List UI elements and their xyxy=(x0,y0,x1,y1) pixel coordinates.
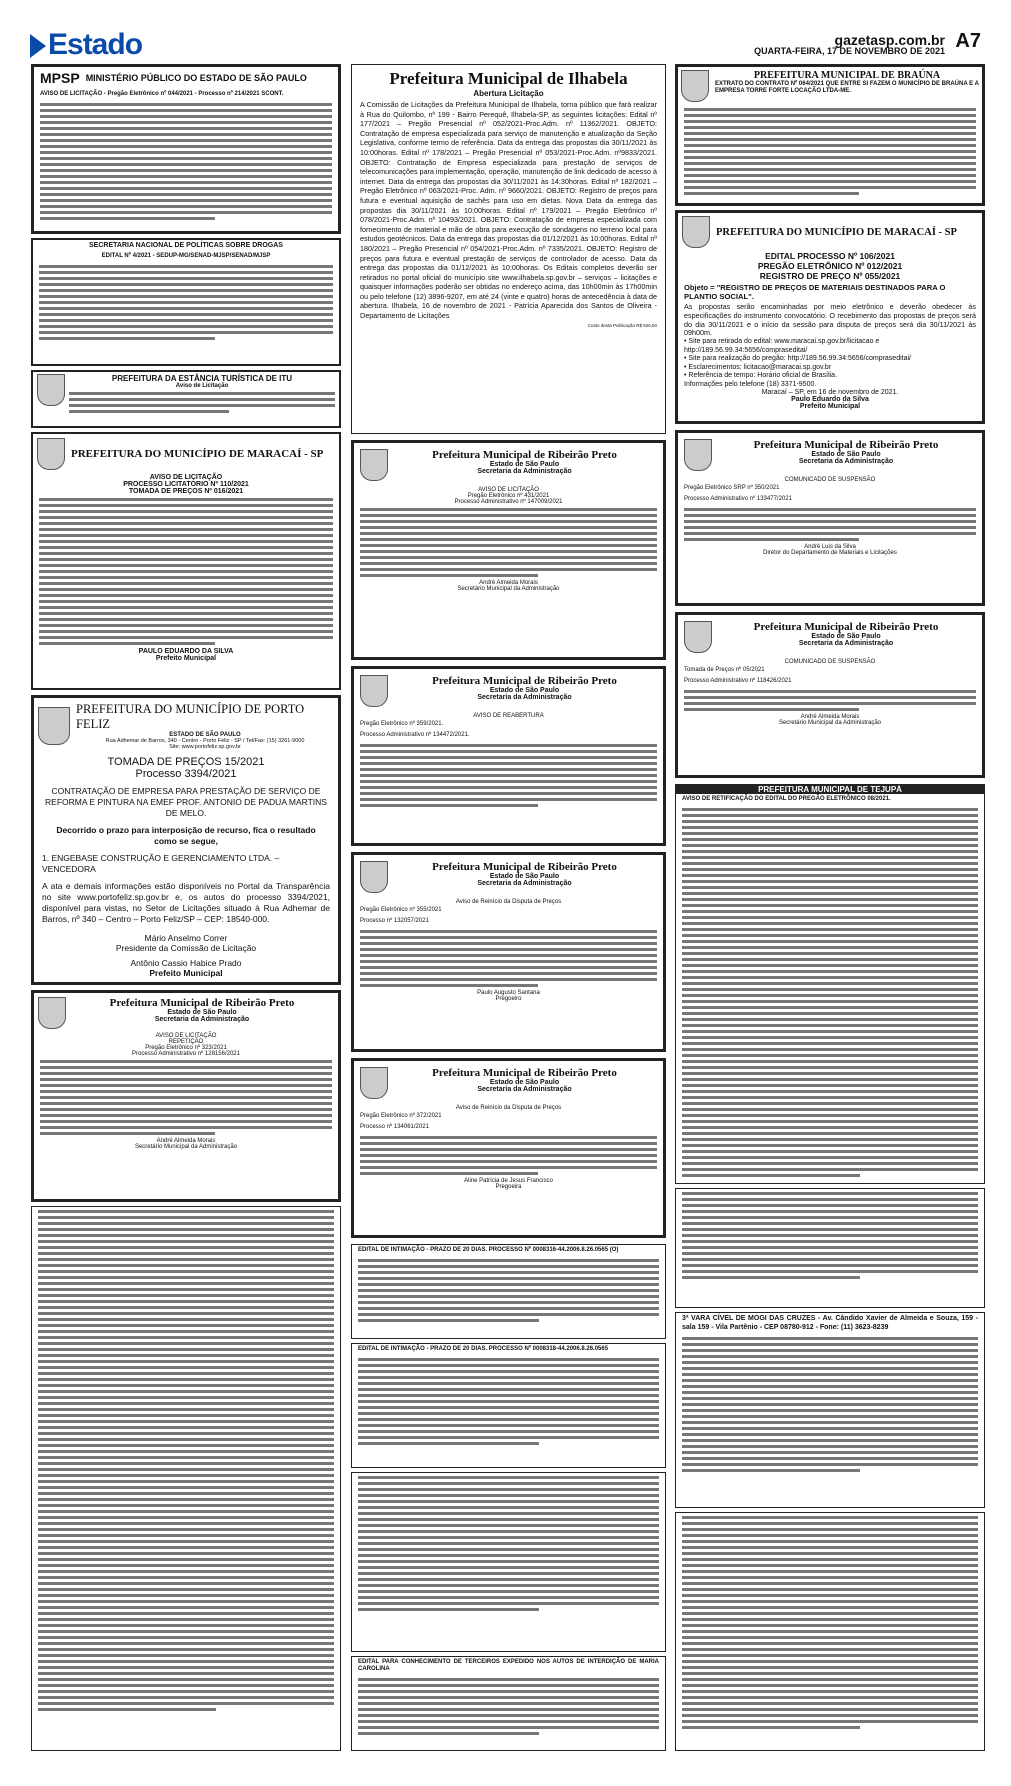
notice-dept: Secretaria da Administração xyxy=(477,1086,572,1093)
notice-lead: 3ª VARA CÍVEL DE MOGI DAS CRUZES - Av. Cândido Xavier de Almeida e Souza, 159 - sala 159 - Vila Partênio - CEP 08780-912 - Fone: (11) 3623-8239 xyxy=(682,1315,978,1331)
notice-tejupa xyxy=(675,784,985,1184)
notice-l2: Processo nº 132057/2021 xyxy=(360,918,429,924)
notice-b3: • Esclarecimentos: licitacao@maracai.sp.gov.br xyxy=(684,363,832,371)
notice-body xyxy=(352,1259,665,1322)
notice-body xyxy=(678,108,982,195)
notice-l2: Processo Administrativo nº 133477/2021 xyxy=(684,496,792,502)
notice-dept: Secretaria da Administração xyxy=(798,458,894,465)
notice-ilhabela xyxy=(351,64,666,434)
ribeirao-crest-icon xyxy=(360,861,388,893)
notice-kind2: REPETIÇÃO xyxy=(168,1039,204,1045)
itu-crest-icon xyxy=(37,374,65,406)
notice-kind: AVISO DE LICITAÇÃO xyxy=(155,1033,217,1039)
notice-dept: Secretaria da Administração xyxy=(154,1016,250,1023)
signer-role: Prefeito Municipal xyxy=(799,403,861,411)
notice-body xyxy=(678,508,982,541)
notice-l1: Pregão Eletrônico nº 359/2021. xyxy=(360,721,444,727)
notice-body xyxy=(34,103,338,220)
signer1-role: Presidente da Comissão de Licitação xyxy=(115,943,257,953)
signer-role: Secretário Municipal da Administração xyxy=(134,1144,238,1150)
notice-cost: Custo desta Publicação R$ 526,50 xyxy=(587,322,657,328)
notice-lead: AVISO DE LICITAÇÃO - Pregão Eletrônico nº 044/2021 - Processo nº 214/2021 SCONT. xyxy=(40,91,284,97)
notice-l2: Processo nº 134061/2021 xyxy=(360,1124,429,1130)
notice-state: Estado de São Paulo xyxy=(489,873,560,880)
notice-ribeirao-6 xyxy=(675,430,985,606)
notice-itu xyxy=(31,370,341,428)
notice-title: SECRETARIA NACIONAL DE POLÍTICAS SOBRE DROGAS xyxy=(89,242,283,249)
notice-title: PREFEITURA MUNICIPAL DE TEJUPÁ xyxy=(676,785,984,794)
notice-lead: EXTRATO DO CONTRATO Nº 064/2021 QUE ENTRE SI FAZEM O MUNICÍPIO DE BRAÚNA E A EMPRESA TORRE FORTE LOCAÇÃO LTDA-ME. xyxy=(715,81,979,94)
notice-lead: EDITAL PARA CONHECIMENTO DE TERCEIROS EXPEDIDO NOS AUTOS DE INTERDIÇÃO DE MARIA CAROLINA xyxy=(358,1659,659,1672)
notice-lead: AVISO DE RETIFICAÇÃO DO EDITAL DO PREGÃO ELETRÔNICO 08/2021. xyxy=(682,796,891,802)
ribeirao-crest-icon xyxy=(684,621,712,653)
legal-notice-bottom xyxy=(351,1656,666,1751)
signer-name: André Almeida Morais xyxy=(479,580,538,586)
signer-name: Paulo Eduardo da Silva xyxy=(791,396,869,404)
notice-title: PREFEITURA DO MUNICÍPIO DE MARACAÍ - SP xyxy=(71,448,324,460)
notice-lead: EDITAL DE INTIMAÇÃO - PRAZO DE 20 DIAS. PROCESSO Nº 0008316-44.2006.8.26.0565 (O) xyxy=(358,1247,619,1253)
notice-title: PREFEITURA DO MUNICÍPIO DE MARACAÍ - SP xyxy=(716,226,957,238)
notice-state: Estado de São Paulo xyxy=(167,1009,237,1016)
notice-porto-feliz xyxy=(31,695,341,985)
notice-kind: COMUNICADO DE SUSPENSÃO xyxy=(784,659,876,665)
notice-maracai-2 xyxy=(675,210,985,424)
legal-notices-col3b xyxy=(675,1512,985,1751)
signer-role: Pregoeira xyxy=(495,1184,522,1190)
notice-l1: Pregão Eletrônico nº 372/2021 xyxy=(360,1113,442,1119)
notice-sub: Aviso de Licitação xyxy=(175,383,229,389)
notice-body xyxy=(33,498,339,645)
ribeirao-crest-icon xyxy=(684,439,712,471)
notice-body xyxy=(34,1060,338,1135)
notice-site: Site: www.portofeliz.sp.gov.br xyxy=(169,744,241,750)
signer-role: Secretário Municipal da Administração xyxy=(778,720,882,726)
notice-l1: Pregão Eletrônico nº 431/2021 xyxy=(467,493,550,499)
notice-state: Estado de São Paulo xyxy=(811,633,881,640)
notice-object: CONTRATAÇÃO DE EMPRESA PARA PRESTAÇÃO DE SERVIÇO DE REFORMA E PINTURA NA EMEF PROF. ANTONIO DE PADUA MARTINS DE MELO. xyxy=(45,786,327,818)
signer-name: Aline Patrícia de Jesus Francisco xyxy=(464,1178,553,1184)
notice-l3: TOMADA DE PREÇOS Nº 016/2021 xyxy=(128,488,244,495)
porto-feliz-crest-icon xyxy=(38,707,70,745)
ribeirao-crest-icon xyxy=(360,449,388,481)
notice-title: PREFEITURA DA ESTÂNCIA TURÍSTICA DE ITU xyxy=(111,374,293,383)
legal-notice-mid xyxy=(351,1343,666,1468)
notice-body xyxy=(678,690,982,711)
legal-notices-col3a xyxy=(675,1188,985,1308)
signer-role: Prefeito Municipal xyxy=(155,655,217,662)
notice-dept: Secretaria da Administração xyxy=(477,694,572,701)
issue-date: QUARTA-FEIRA, 17 DE NOVEMBRO DE 2021 xyxy=(754,46,945,56)
notice-kind: COMUNICADO DE SUSPENSÃO xyxy=(784,477,876,483)
notice-ribeirao-2 xyxy=(351,666,666,846)
notice-b1: • Site para retirada do edital: www.maracai.sp.gov.br/licitacao e http://189.56.99.34:5656/compraseditai/ xyxy=(684,338,880,354)
notice-senad xyxy=(31,238,341,366)
signer2-name: Antônio Cassio Habice Prado xyxy=(130,958,242,968)
notice-state: Estado de São Paulo xyxy=(489,461,560,468)
mpsp-logo: MPSP xyxy=(40,70,80,86)
legal-notice-top xyxy=(351,1244,666,1339)
notice-l2: Processo Administrativo nº 147009/2021 xyxy=(454,499,563,505)
notice-l2: Processo Administrativo nº 128156/2021 xyxy=(132,1051,240,1057)
notice-body xyxy=(352,1476,665,1611)
notice-title: PREFEITURA MUNICIPAL DE BRAÚNA xyxy=(753,70,941,81)
notice-dept: Secretaria da Administração xyxy=(477,468,572,475)
notice-body xyxy=(352,1678,665,1735)
signer-name: André Luis da Silva xyxy=(804,544,856,550)
ribeirao-crest-icon xyxy=(38,997,66,1029)
notice-ribeirao-1 xyxy=(351,440,666,660)
notice-body xyxy=(354,744,663,807)
notice-object: Objeto = "REGISTRO DE PREÇOS DE MATERIAIS DESTINADOS PARA O PLANTIO SOCIAL". xyxy=(684,283,946,301)
notice-body xyxy=(352,1358,665,1445)
logo-arrow-icon xyxy=(30,34,46,58)
notice-proc: Processo 3394/2021 xyxy=(135,768,237,780)
notice-l2: Processo Administrativo nº 118426/2021 xyxy=(684,678,792,684)
ribeirao-crest-icon xyxy=(360,675,388,707)
legal-notices-col1 xyxy=(31,1206,341,1751)
site-url: gazetasp.com.br xyxy=(834,32,945,48)
notice-tp: TOMADA DE PREÇOS 15/2021 xyxy=(107,756,265,768)
signer1-name: Mário Anselmo Correr xyxy=(144,933,228,943)
signer-role: Diretor do Departamento de Materiais e Licitações xyxy=(763,550,897,556)
notice-sub: Abertura Licitação xyxy=(473,89,544,98)
notice-title: Prefeitura Municipal de Ribeirão Preto xyxy=(432,675,617,687)
notice-l1: Pregão Eletrônico SRP nº 350/2021 xyxy=(684,485,780,491)
signer-role: Secretário Municipal da Administração xyxy=(457,586,560,592)
notice-l3: REGISTRO DE PREÇO Nº 055/2021 xyxy=(759,271,901,281)
notice-title: MINISTÉRIO PÚBLICO DO ESTADO DE SÃO PAULO xyxy=(85,73,307,83)
notice-title: Prefeitura Municipal de Ribeirão Preto xyxy=(432,1067,617,1079)
notice-body xyxy=(676,1192,984,1279)
notice-state: Estado de São Paulo xyxy=(489,687,560,694)
notice-brauna xyxy=(675,64,985,206)
notice-kind: AVISO DE REABERTURA xyxy=(473,713,544,719)
signer-name: PAULO EDUARDO DA SILVA xyxy=(138,648,234,655)
notice-l1: EDITAL PROCESSO Nº 106/2021 xyxy=(765,251,895,261)
maracai-crest-icon xyxy=(682,216,710,248)
logo-text: Estado xyxy=(48,28,143,61)
notice-maracai-1 xyxy=(31,432,341,690)
maracai-crest-icon xyxy=(37,438,65,470)
notice-l1: AVISO DE LICITAÇÃO xyxy=(149,474,223,481)
notice-l1: Tomada de Preços nº 05/2021 xyxy=(684,667,765,673)
notice-decision: Decorrido o prazo para interposição de recurso, fica o resultado como se segue, xyxy=(56,825,316,846)
notice-kind: Aviso de Reinício da Disputa de Preços xyxy=(455,1105,562,1111)
notice-l2: PROCESSO LICITATÓRIO Nº 110/2021 xyxy=(123,481,249,488)
notice-info: A ata e demais informações estão disponíveis no Portal da Transparência no site www.portofeliz.sp.gov.br e, os autos do processo 3394/2021, disponível para vistas, no Setor de Licitações situado à Rua Adhemar de Barros, nº 340 – Centro – Porto Feliz/SP – CEP: 18540-000. xyxy=(42,881,330,924)
notice-b2: • Site para realização do pregão: http://189.56.99.34:5656/compraseditai/ xyxy=(684,355,911,363)
notice-l2: Processo Administrativo nº 134472/2021. xyxy=(360,732,470,738)
signer-name: André Almeida Morais xyxy=(800,714,860,720)
notice-body: A Comissão de Licitações da Prefeitura Municipal de Ilhabela, torna público que fará realizar à Rua do Quilombo, nº 199 - Bairro Perequê, Ilhabela-SP, as seguintes licitações: Edital nº 177/2021 – Pregão Presencial nº 052/2021-Proc.Adm. nº 11362/2021. OBJETO: Contratação de empresa especializada para serviço de manutenção e atualização da Seção Legislativa, conforme termo de referência. Data da entrega das propostas dia 30/11/2021 às 10:00horas. Edital nº 178/2021 – Pregão Presencial nº 053/2021-Proc.Adm. nº9833/2021. OBJETO: Contratação de Empresa especializada para prestação de serviços de telecomunicações para implementação, operação, manutenção de link dedicado de acesso à internet. Data da entrega das propostas dia 30/11/2021 às 14:30horas. Edital nº 182/2021 – Pregão Eletrônico nº 063/2021-Proc. Adm. nº 9660/2021. OBJETO: Registro de preços para futura e eventual aquisição de sachês para uso em dietas. Nova Data da entrega das propostas dia 30/11/2021 às 10:00horas. Edital nº 179/2021 – Pregão Eletrônico nº 078/2021-Proc.Adm. nº 10493/2021. OBJETO: Contratação de empresa especializada com fornecimento de material e mão de obra para execução de sondagens no terreno local para estudos geotécnicos. Data da entrega das propostas dia 01/12/2021 às 10:00horas. Edital nº 180/2021 – Pregão Presencial nº 054/2021-Proc.Adm. nº 7335/2021. OBJETO: Registro de preços para futura e eventual prestação de serviços de controlador de acesso. Data da entrega das propostas dia 01/12/2021 às 10:00horas. Os Editais completos deverão ser retirados no portal oficial do município site www.ilhabela.sp.gov.br – serviços – licitações e quaisquer informações poderão ser obtidas no endereço acima, das 10h00min às 17h00min ou pelo telefone (12) 3896-9207, em até 24 (vinte e quatro) horas de antecedência à data de abertura. Ilhabela, 16 de novembro de 2021 - Patrícia Aparecida dos Santos de Oliveira - Departamento de Licitações xyxy=(360,100,657,321)
notice-b5: Informações pelo telefone (18) 3371-9500. xyxy=(684,380,817,388)
notice-body xyxy=(33,265,339,340)
notice-dept: Secretaria da Administração xyxy=(477,880,572,887)
brauna-crest-icon xyxy=(681,70,709,102)
notice-body: As propostas serão encaminhadas por meio eletrônico e deverão obedecer às especificações do instrumento convocatório. O recebimento das propostas de preços será do dia 30/11/2021 e o início da sessão para disputa de preços será dia 30/11/2021 às 09h00m. xyxy=(684,302,976,338)
notice-title: Prefeitura Municipal de Ilhabela xyxy=(389,69,628,88)
notice-state: Estado de São Paulo xyxy=(811,451,881,458)
notice-ribeirao-4 xyxy=(351,1058,666,1238)
notice-state: ESTADO DE SÃO PAULO xyxy=(169,732,241,738)
notice-l1: Pregão Eletrônico nº 355/2021 xyxy=(360,907,442,913)
notice-ribeirao-5 xyxy=(31,990,341,1202)
notice-address: Rua Adhemar de Barros, 340 - Centro - Porto Feliz - SP / Tel/Fax: (15) 3261-9000 xyxy=(105,738,305,744)
notice-body xyxy=(32,1210,340,1711)
notice-mpsp xyxy=(31,64,341,234)
notice-body xyxy=(676,1337,984,1472)
newspaper-logo xyxy=(30,28,142,62)
notice-kind: Aviso de Reinício da Disputa de Preços xyxy=(455,899,562,905)
notice-dateline: Maracaí – SP, em 16 de novembro de 2021. xyxy=(761,389,899,397)
signer-name: Paulo Augusto Santana xyxy=(477,990,540,996)
notice-state: Estado de São Paulo xyxy=(489,1079,560,1086)
notice-title: Prefeitura Municipal de Ribeirão Preto xyxy=(432,861,617,873)
page-header xyxy=(0,0,1011,60)
notice-title: Prefeitura Municipal de Ribeirão Preto xyxy=(753,439,939,451)
signer-role: Pregoeiro xyxy=(495,996,522,1002)
notice-lead: EDITAL DE INTIMAÇÃO - PRAZO DE 20 DIAS. PROCESSO Nº 0008318-44.2006.8.26.0565 xyxy=(358,1346,609,1352)
notice-b4: • Referência de tempo: Horário oficial de Brasília. xyxy=(684,372,838,380)
notice-l1: Pregão Eletrônico nº 323/2021 xyxy=(145,1045,227,1051)
legal-notices-col2 xyxy=(351,1472,666,1652)
notice-dept: Secretaria da Administração xyxy=(798,640,894,647)
signer2-role: Prefeito Municipal xyxy=(149,968,223,978)
page-number: A7 xyxy=(955,30,981,52)
notice-winner: 1. ENGEBASE CONSTRUÇÃO E GERENCIAMENTO LTDA. – VENCEDORA xyxy=(42,853,280,874)
notice-mogi xyxy=(675,1312,985,1508)
ribeirao-crest-icon xyxy=(360,1067,388,1099)
signer-name: André Almeida Morais xyxy=(156,1138,216,1144)
notice-body xyxy=(354,508,663,577)
notice-body xyxy=(676,808,984,1177)
notice-body xyxy=(676,1516,984,1729)
notice-title: PREFEITURA DO MUNICÍPIO DE PORTO FELIZ xyxy=(76,702,305,731)
notice-title: Prefeitura Municipal de Ribeirão Preto xyxy=(432,449,617,461)
notice-body xyxy=(354,1136,663,1175)
notice-title: Prefeitura Municipal de Ribeirão Preto xyxy=(109,997,295,1009)
notice-kind: AVISO DE LICITAÇÃO xyxy=(478,487,539,493)
notice-l2: PREGÃO ELETRÔNICO Nº 012/2021 xyxy=(757,261,903,271)
notice-ribeirao-3 xyxy=(351,852,666,1052)
notice-ribeirao-7 xyxy=(675,612,985,778)
notice-title: Prefeitura Municipal de Ribeirão Preto xyxy=(753,621,939,633)
notice-sub: EDITAL Nº 4/2021 - SEDUP-MG/SENAD-MJSP/SENAD/MJSP xyxy=(101,253,271,259)
notice-body xyxy=(354,930,663,987)
